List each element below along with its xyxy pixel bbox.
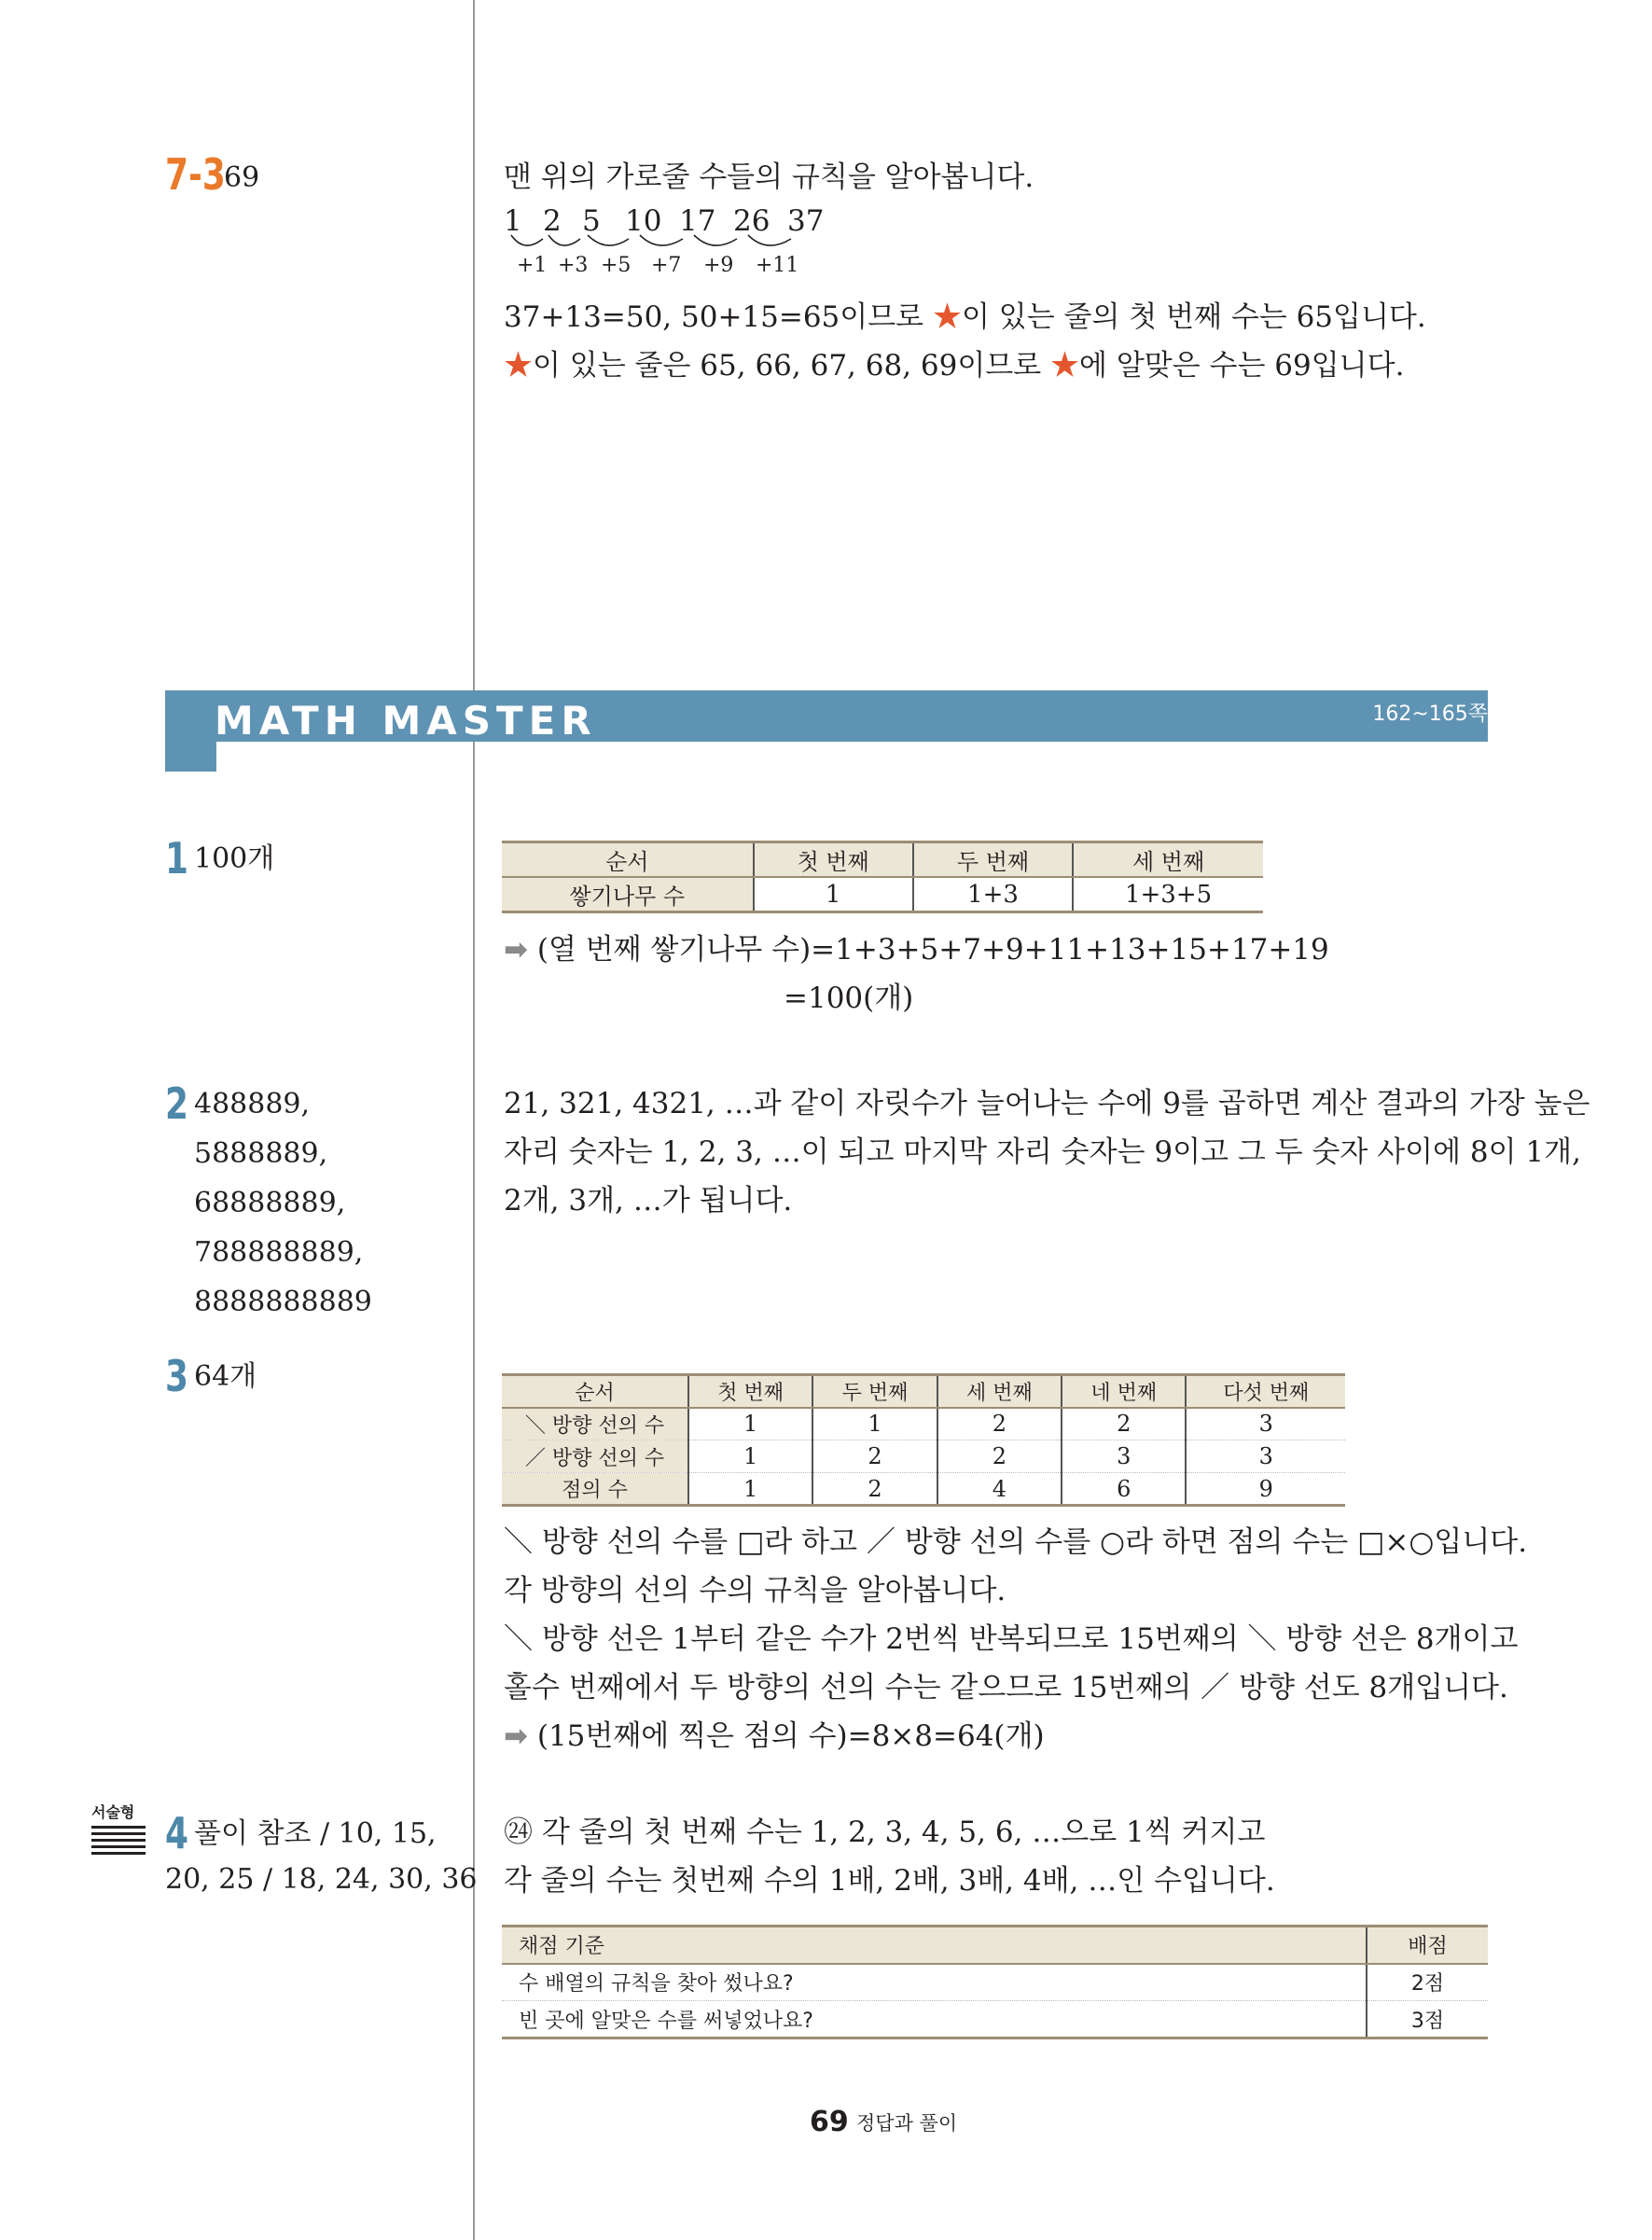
problem-1-answer: 100개 bbox=[194, 842, 275, 875]
explanation-line: 맨 위의 가로줄 수들의 규칙을 알아봅니다. bbox=[504, 160, 1034, 194]
answer-line: 788888889, bbox=[194, 1236, 364, 1269]
table-cell: 2 bbox=[937, 1408, 1062, 1440]
table-header-cell: 첫 번째 bbox=[754, 842, 913, 878]
answer-line: 8888888889 bbox=[194, 1286, 372, 1318]
pattern-table bbox=[502, 841, 1263, 913]
lines-points-table bbox=[502, 1373, 1345, 1507]
sequence-number: 10 bbox=[625, 204, 662, 238]
table-cell: 수 배열의 규칙을 찾아 썼나요? bbox=[502, 1964, 1367, 2001]
table-cell: 1 bbox=[688, 1408, 812, 1440]
table-header-cell: 세 번째 bbox=[1073, 842, 1263, 878]
table-header-cell: 채점 기준 bbox=[502, 1927, 1367, 1964]
table-cell: 2 bbox=[1062, 1408, 1186, 1440]
table-header-row bbox=[502, 1375, 1345, 1408]
lines-icon bbox=[91, 1826, 146, 1856]
table-row-label: 쌓기나무 수 bbox=[502, 877, 754, 912]
table-cell: 3 bbox=[1062, 1440, 1186, 1473]
table-header-cell: 세 번째 bbox=[937, 1375, 1062, 1408]
table-cell: 빈 곳에 알맞은 수를 써넣었나요? bbox=[502, 2001, 1367, 2038]
table-cell: 9 bbox=[1186, 1473, 1345, 1506]
table-header-cell: 두 번째 bbox=[812, 1375, 937, 1408]
sequence-diff: +11 bbox=[756, 254, 799, 277]
explanation-line: ＼ 방향 선의 수를 □라 하고 ／ 방향 선의 수를 ○라 하면 점의 수는 □×○입니다. bbox=[504, 1525, 1528, 1559]
sequence-diff: +9 bbox=[703, 254, 734, 277]
table-row bbox=[502, 2001, 1488, 2038]
explanation-line bbox=[504, 293, 1426, 341]
table-header-cell: 네 번째 bbox=[1062, 1375, 1186, 1408]
explanation-line: ＼ 방향 선은 1부터 같은 수가 2번씩 반복되므로 15번째의 ＼ 방향 선은 8개이고 bbox=[504, 1622, 1519, 1656]
explanation-line bbox=[504, 341, 1404, 390]
table-row bbox=[502, 1408, 1345, 1440]
table-cell: 2 bbox=[812, 1440, 937, 1473]
equation-line bbox=[504, 925, 1329, 974]
explanation-line: 각 줄의 수는 첫번째 수의 1배, 2배, 3배, 4배, …인 수입니다. bbox=[504, 1864, 1275, 1898]
sequence-number: 17 bbox=[679, 204, 716, 238]
star-icon: ★ bbox=[932, 300, 962, 334]
sequence-diff: +7 bbox=[651, 254, 682, 277]
text-segment: 이 있는 줄은 65, 66, 67, 68, 69이므로 bbox=[533, 349, 1051, 383]
table-header-cell: 첫 번째 bbox=[688, 1375, 812, 1408]
sequence-number: 1 bbox=[504, 204, 522, 238]
equation-line bbox=[504, 1712, 1045, 1760]
page-footer-label: 정답과 풀이 bbox=[856, 2112, 958, 2135]
problem-4-header bbox=[165, 1808, 195, 1858]
arrow-icon: ➡ bbox=[504, 1719, 528, 1753]
table-cell: 3 bbox=[1186, 1440, 1345, 1473]
text-segment: 이 있는 줄의 첫 번째 수는 65입니다. bbox=[961, 300, 1426, 334]
table-row-label: ／ 방향 선의 수 bbox=[502, 1440, 688, 1473]
problem-1-header bbox=[165, 833, 195, 883]
table-header-cell: 두 번째 bbox=[913, 842, 1073, 878]
table-header-cell: 배점 bbox=[1367, 1927, 1488, 1964]
table-header-row bbox=[502, 842, 1263, 878]
explanation-line: 홀수 번째에서 두 방향의 선의 수는 같으므로 15번째의 ／ 방향 선도 8개입니다. bbox=[504, 1671, 1508, 1704]
table-header-cell: 다섯 번째 bbox=[1186, 1375, 1345, 1408]
equation-text: (열 번째 쌓기나무 수)=1+3+5+7+9+11+13+15+17+19 bbox=[536, 933, 1329, 967]
table-row bbox=[502, 1964, 1488, 2001]
badge-label: 서술형 bbox=[91, 1803, 135, 1821]
text-segment: 에 알맞은 수는 69입니다. bbox=[1079, 349, 1405, 383]
table-cell: 1+3+5 bbox=[1073, 877, 1263, 912]
table-row bbox=[502, 877, 1263, 912]
sequence-number: 37 bbox=[787, 204, 825, 238]
table-cell: 2 bbox=[937, 1440, 1062, 1473]
problem-3-header bbox=[165, 1351, 195, 1401]
explanation-line: 각 방향의 선의 수의 규칙을 알아봅니다. bbox=[504, 1574, 1006, 1607]
banner-page-range: 162~165쪽 bbox=[1372, 703, 1488, 726]
table-cell: 1 bbox=[812, 1408, 937, 1440]
table-cell: 1+3 bbox=[913, 877, 1073, 912]
table-cell: 2 bbox=[812, 1473, 937, 1506]
grading-table bbox=[502, 1925, 1488, 2039]
star-icon: ★ bbox=[1050, 349, 1080, 383]
table-cell: 6 bbox=[1062, 1473, 1186, 1506]
table-cell: 1 bbox=[688, 1473, 812, 1506]
arrow-icon: ➡ bbox=[504, 933, 528, 967]
table-cell: 4 bbox=[937, 1473, 1062, 1506]
sequence-number: 2 bbox=[543, 204, 562, 238]
star-icon: ★ bbox=[504, 349, 533, 383]
banner-title: MATH MASTER bbox=[215, 698, 597, 744]
problem-2-header bbox=[165, 1078, 195, 1129]
table-header-row bbox=[502, 1927, 1488, 1964]
problem-3-answer: 64개 bbox=[194, 1360, 257, 1393]
sequence-diff: +5 bbox=[601, 254, 632, 277]
table-cell: 2점 bbox=[1367, 1964, 1488, 2001]
problem-number: 4 bbox=[165, 1808, 188, 1858]
problem-number: 2 bbox=[165, 1078, 188, 1129]
table-cell: 3점 bbox=[1367, 2001, 1488, 2038]
table-cell: 3 bbox=[1186, 1408, 1345, 1440]
answer-line: 20, 25 / 18, 24, 30, 36 bbox=[165, 1863, 478, 1896]
equation-line: =100(개) bbox=[784, 981, 914, 1015]
descriptive-badge bbox=[91, 1805, 147, 1856]
explanation-line: 21, 321, 4321, …과 같이 자릿수가 늘어나는 수에 9를 곱하면 계산 결과의 가장 높은 bbox=[504, 1087, 1590, 1120]
table-row bbox=[502, 1440, 1345, 1473]
problem-number: 7-3 bbox=[165, 149, 226, 200]
table-row bbox=[502, 1473, 1345, 1506]
sequence-diff: +3 bbox=[558, 254, 589, 277]
answer-line: 5888889, bbox=[194, 1137, 328, 1170]
sequence-diff: +1 bbox=[517, 254, 548, 277]
answer-line: 68888889, bbox=[194, 1187, 346, 1219]
table-header-cell: 순서 bbox=[502, 1375, 688, 1408]
explanation-line: ㉔ 각 줄의 첫 번째 수는 1, 2, 3, 4, 5, 6, …으로 1씩 커지고 bbox=[504, 1816, 1266, 1849]
problem-7-3-answer: 69 bbox=[224, 161, 260, 194]
problem-number: 1 bbox=[165, 833, 188, 883]
table-cell: 1 bbox=[688, 1440, 812, 1473]
table-row-label: 점의 수 bbox=[502, 1473, 688, 1506]
problem-number: 3 bbox=[165, 1351, 188, 1401]
answer-line: 488889, bbox=[194, 1088, 311, 1120]
equation-text: (15번째에 찍은 점의 수)=8×8=64(개) bbox=[536, 1719, 1045, 1753]
text-segment: 37+13=50, 50+15=65이므로 bbox=[504, 300, 933, 334]
answer-line: 풀이 참조 / 10, 15, bbox=[194, 1817, 437, 1850]
banner-tab bbox=[165, 690, 216, 772]
table-cell: 1 bbox=[754, 877, 913, 912]
page-number: 69 bbox=[810, 2106, 849, 2138]
column-divider bbox=[473, 0, 475, 2240]
explanation-line: 자리 숫자는 1, 2, 3, …이 되고 마지막 자리 숫자는 9이고 그 두 숫자 사이에 8이 1개, bbox=[504, 1135, 1581, 1169]
explanation-line: 2개, 3개, …가 됩니다. bbox=[504, 1184, 793, 1217]
table-row-label: ＼ 방향 선의 수 bbox=[502, 1408, 688, 1440]
sequence-number: 26 bbox=[733, 204, 770, 238]
table-header-cell: 순서 bbox=[502, 842, 754, 878]
sequence-number: 5 bbox=[582, 204, 601, 238]
